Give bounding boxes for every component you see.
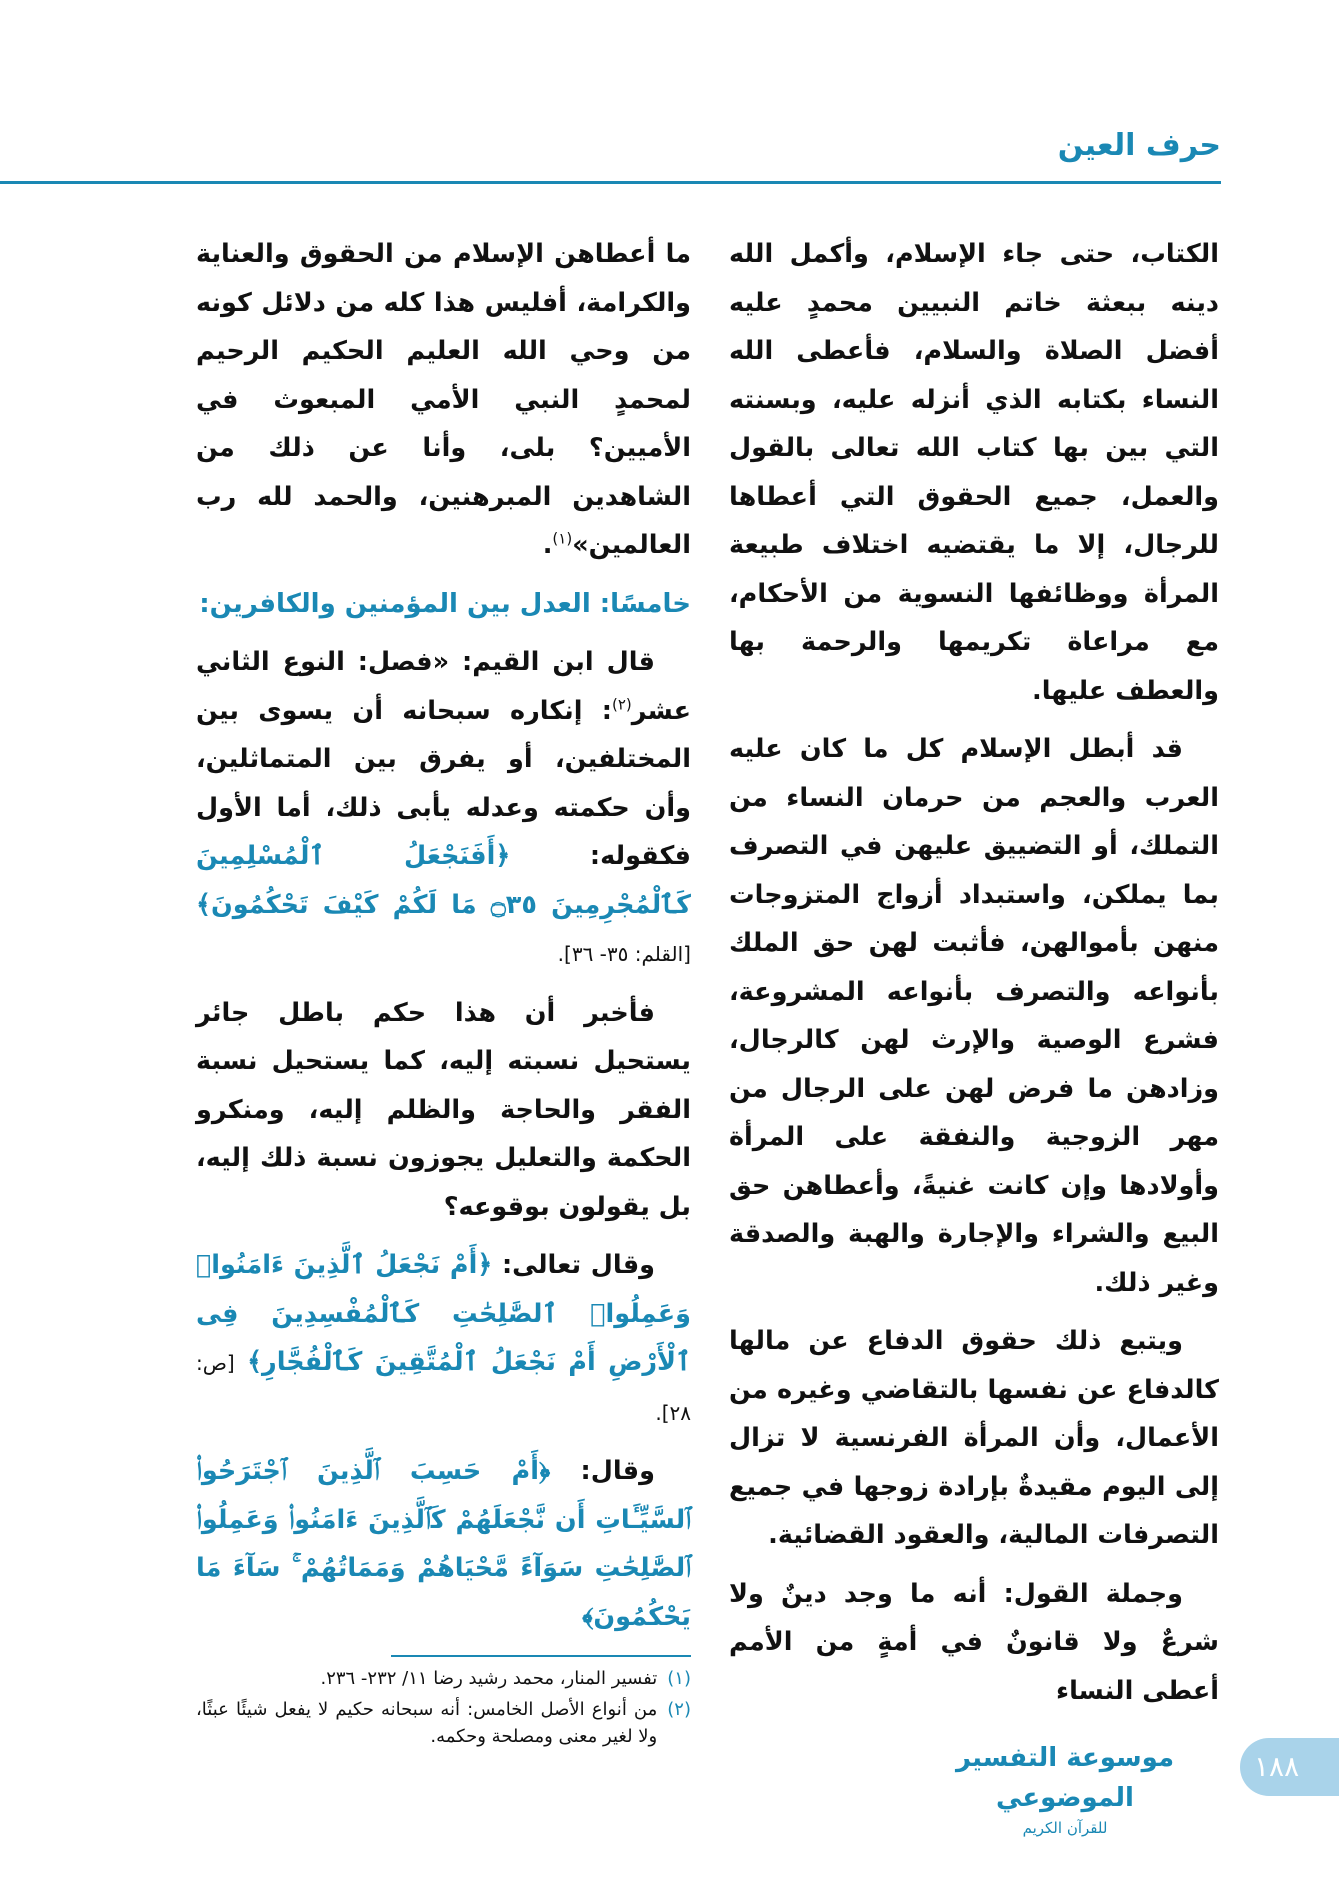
header-divider — [0, 181, 1221, 184]
right-paragraph-2: قد أبطل الإسلام كل ما كان عليه العرب والعجم من حرمان النساء من التملك، أو التضييق عليهن في التصرف بما يملكن، واستبداد أزواج المتزوجات منهن بأموالهن، فأثبت لهن حق الملك بأنواعه والتصرف بأنواعه المشروعة، فشرع الوصية والإرث لهن كالرجال، وزادهن ما فرض لهن على الرجال من مهر الزوجية والنفقة على المرأة وأولادها وإن كانت غنيةً، وأعطاهن حق البيع والشراء والإجارة والهبة والصدقة وغير ذلك. — [729, 734, 1219, 1298]
left-paragraph-4-lead: وقال تعالى: — [501, 1250, 655, 1280]
left-column — [196, 230, 691, 1754]
footnote-2 — [196, 1696, 691, 1750]
left-paragraph-5-lead: وقال: — [580, 1456, 655, 1486]
logo-title: موسوعة التفسير الموضوعي — [955, 1743, 1175, 1813]
left-paragraph-3: فأخبر أن هذا حكم باطل جائر يستحيل نسبته إليه، كما يستحيل نسبة الفقر والحاجة والظلم إليه، ومنكرو الحكمة والتعليل يجوزون نسبة ذلك إليه، بل يقولون بوقوعه؟ — [196, 997, 691, 1222]
quran-verse-2: ﴿أَمْ نَجْعَلُ ٱلَّذِينَ ءَامَنُوا۟ وَعَمِلُوا۟ ٱلصَّٰلِحَٰتِ كَٱلْمُفْسِدِينَ فِى ٱلْأَرْضِ أَمْ نَجْعَلُ ٱلْمُتَّقِينَ كَٱلْفُجَّارِ﴾ — [196, 1250, 691, 1377]
footnote-ref-1: (١) — [552, 529, 573, 548]
section-heading: خامسًا: العدل بين المؤمنين والكافرين: — [199, 588, 691, 619]
page-number: ١٨٨ — [1254, 1750, 1300, 1783]
chapter-title: حرف العين — [1057, 128, 1221, 163]
left-paragraph-1-text: ما أعطاهن الإسلام من الحقوق والعناية والكرامة، أفليس هذا كله من دلائل كونه من وحي الله العليم الحكيم الرحيم لمحمدٍ النبي الأمي المبعوث في الأميين؟ بلى، وأنا عن ذلك من الشاهدين المبرهنين، والحمد لله رب العالمين» — [196, 239, 691, 560]
logo-subtitle: للقرآن الكريم — [1022, 1819, 1108, 1837]
footnote-1-text: تفسير المنار، محمد رشيد رضا ١١/ ٢٣٢- ٢٣٦. — [320, 1668, 658, 1689]
footnote-1-num: (١) — [667, 1668, 691, 1689]
right-paragraph-3: ويتبع ذلك حقوق الدفاع عن مالها كالدفاع عن نفسها بالتقاضي وغيره من الأعمال، وأن المرأة الفرنسية لا تزال إلى اليوم مقيدةٌ بإرادة زوجها في جميع التصرفات المالية، والعقود القضائية. — [729, 1326, 1219, 1550]
left-paragraph-5 — [196, 1447, 691, 1641]
left-paragraph-2a: قال ابن القيم: «فصل: النوع الثاني عشر — [196, 647, 691, 726]
verse-ref-2: [ص: ٢٨]. — [196, 1351, 691, 1425]
encyclopedia-logo — [930, 1738, 1200, 1837]
left-paragraph-2b: : إنكاره سبحانه أن يسوى بين المختلفين، أو يفرق بين المتماثلين، وأن حكمته وعدله يأبى ذلك، أما الأول فكقوله: — [196, 695, 691, 871]
footnote-2-num: (٢) — [667, 1699, 691, 1720]
right-paragraph-4: وجملة القول: أنه ما وجد دينٌ ولا شرعٌ ولا قانونٌ في أمةٍ من الأمم أعطى النساء — [729, 1578, 1219, 1706]
left-paragraph-2 — [196, 638, 691, 979]
right-paragraph-1: الكتاب، حتى جاء الإسلام، وأكمل الله دينه ببعثة خاتم النبيين محمدٍ عليه أفضل الصلاة والسلام، فأعطى الله النساء بكتابه الذي أنزله عليه، وبسنته التي بين بها كتاب الله تعالى بالقول والعمل، جميع الحقوق التي أعطاها للرجال، إلا ما يقتضيه اختلاف طبيعة المرأة ووظائفها النسوية من الأحكام، مع مراعاة تكريمها والرحمة بها والعطف عليها. — [729, 239, 1219, 706]
left-paragraph-1: ما أعطاهن الإسلام من الحقوق والعناية والكرامة، أفليس هذا كله من دلائل كونه من وحي الله العليم الحكيم الرحيم لمحمدٍ النبي الأمي المبعوث في الأميين؟ بلى، وأنا عن ذلك من الشاهدين المبرهنين، والحمد لله رب العالمين»$^{(١)}$. — [196, 239, 691, 560]
right-column — [729, 230, 1219, 1725]
footnote-ref-2: (٢) — [611, 695, 632, 713]
verse-ref-1: [القلم: ٣٥- ٣٦]. — [557, 942, 691, 966]
quran-verse-3: ﴿أَمْ حَسِبَ ٱلَّذِينَ ٱجْتَرَحُوا۟ ٱلسَّيِّـَٔاتِ أَن نَّجْعَلَهُمْ كَٱلَّذِينَ ءَامَنُوا۟ وَعَمِلُوا۟ ٱلصَّٰلِحَٰتِ سَوَآءً مَّحْيَاهُمْ وَمَمَاتُهُمْ ۚ سَآءَ مَا يَحْكُمُونَ﴾ — [196, 1456, 691, 1632]
footnote-divider — [391, 1655, 691, 1657]
footnote-2-text: من أنواع الأصل الخامس: أنه سبحانه حكيم لا يفعل شيئًا عبثًا، ولا لغير معنى ومصلحة وحكمه. — [196, 1699, 658, 1747]
left-paragraph-4 — [196, 1241, 691, 1437]
quran-verse-1: ﴿أَفَنَجْعَلُ ٱلْمُسْلِمِينَ كَٱلْمُجْرِمِينَ ۝٣٥ مَا لَكُمْ كَيْفَ تَحْكُمُونَ﴾ — [196, 841, 691, 920]
footnote-1 — [196, 1665, 691, 1692]
